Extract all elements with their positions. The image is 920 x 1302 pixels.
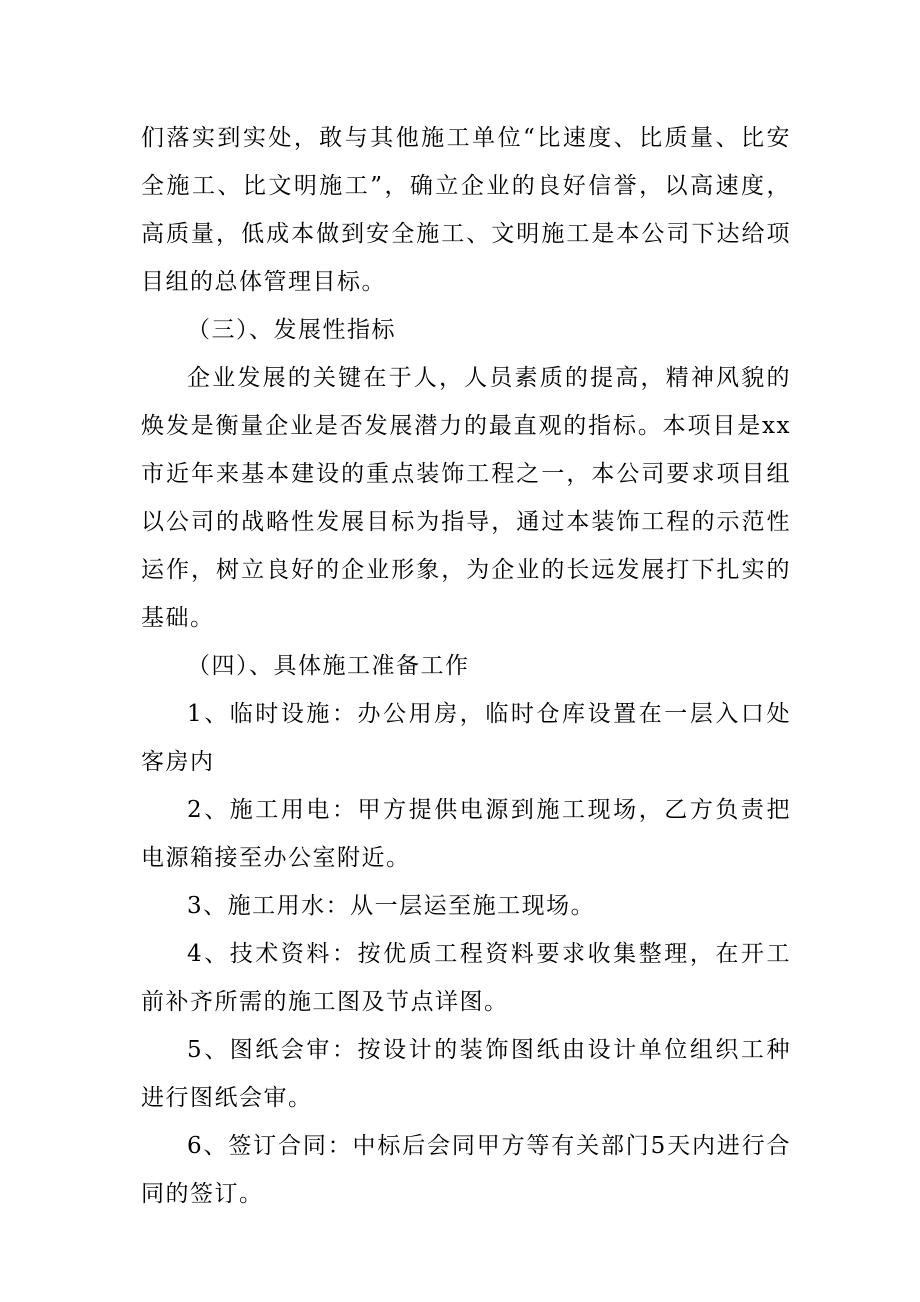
list-item-contract-signing: 6、签订合同：中标后会同甲方等有关部门5天内进行合同的签订。 xyxy=(141,1133,791,1207)
list-item-technical-data: 4、技术资料：按优质工程资料要求收集整理，在开工前补齐所需的施工图及节点详图。 xyxy=(141,941,791,1015)
list-item-temporary-facilities: 1、临时设施：办公用房，临时仓库设置在一层入口处客房内 xyxy=(141,701,791,775)
list-item-construction-water: 3、施工用水：从一层运至施工现场。 xyxy=(187,893,596,919)
list-item-construction-power: 2、施工用电：甲方提供电源到施工现场，乙方负责把电源箱接至办公室附近。 xyxy=(141,797,791,871)
paragraph-development: 企业发展的关键在于人，人员素质的提高，精神风貌的焕发是衡量企业是否发展潜力的最直观的指标。本项目是xx市近年来基本建设的重点装饰工程之一，本公司要求项目组以公司的战略性发展目标为指导，通过本装饰工程的示范性运作，树立良好的企业形象，为企业的长远发展打下扎实的基础。 xyxy=(141,365,791,631)
paragraph-continuation: 们落实到实处，敢与其他施工单位“比速度、比质量、比安全施工、比文明施工”，确立企业的良好信誉，以高速度，高质量，低成本做到安全施工、文明施工是本公司下达给项目组的总体管理目标。 xyxy=(141,125,791,295)
section-heading-development-indicators: （三）、发展性指标 xyxy=(187,317,396,343)
list-item-drawing-review: 5、图纸会审：按设计的装饰图纸由设计单位组织工种进行图纸会审。 xyxy=(141,1037,791,1111)
section-heading-preparation-work: （四）、具体施工准备工作 xyxy=(187,653,470,679)
document-body xyxy=(141,114,791,1218)
